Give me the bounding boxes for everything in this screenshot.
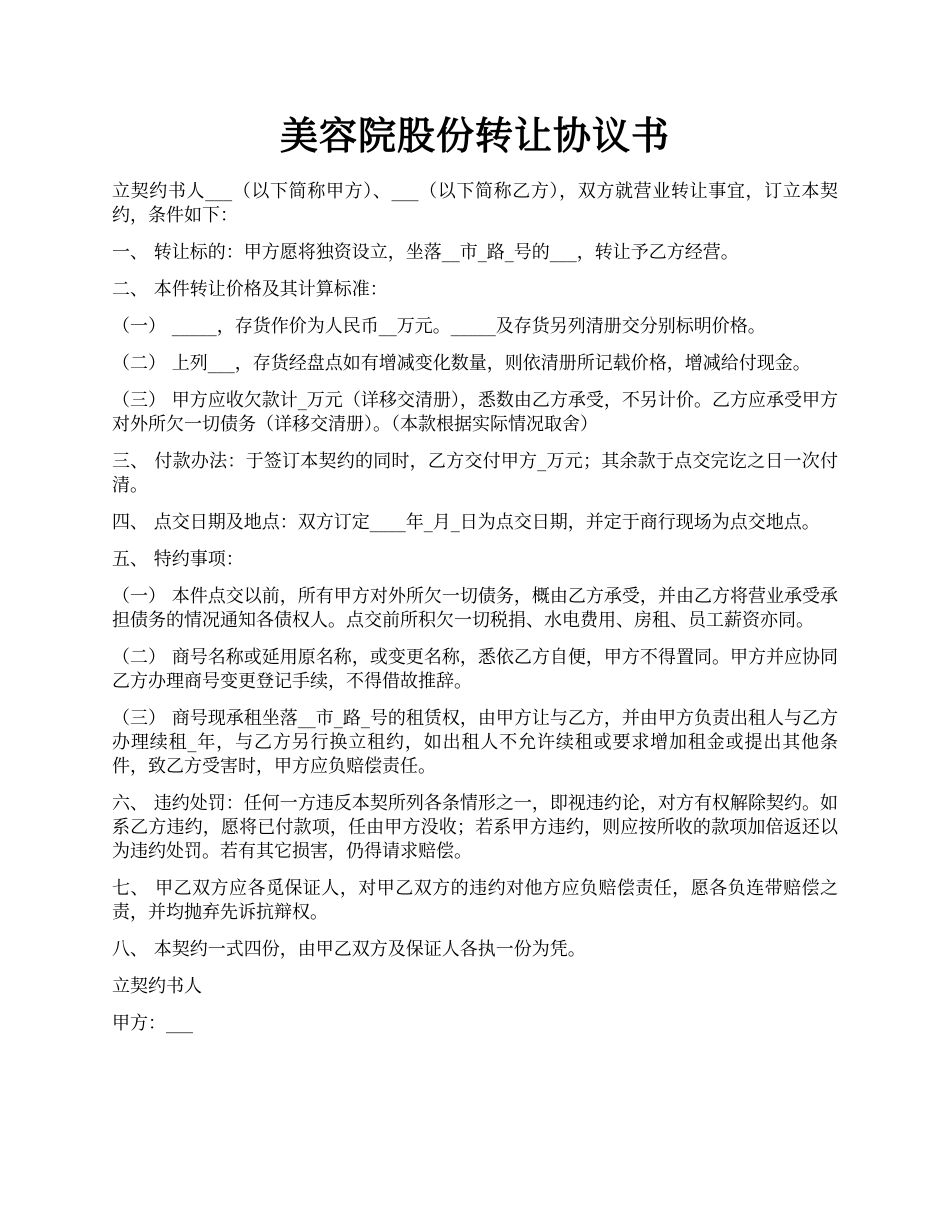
clause-1-transfer-subject: 一、 转让标的：甲方愿将独资设立，坐落__市_路_号的___，转让予乙方经营。 bbox=[112, 242, 739, 263]
clause-5-heading: 五、 特约事项： bbox=[112, 549, 244, 570]
clause-2-item-2: （二） 上列___，存货经盘点如有增减变化数量，则依清册所记载价格，增减给付现金。 bbox=[112, 353, 811, 374]
clause-4-handover-date: 四、 点交日期及地点：双方订定____年_月_日为点交日期，并定于商行现场为点交地点。 bbox=[112, 512, 820, 533]
clause-3-payment: 三、 付款办法：于签订本契约的同时，乙方交付甲方_万元；其余款于点交完讫之日一次付清。 bbox=[112, 451, 838, 496]
clause-8-copies: 八、 本契约一式四份，由甲乙双方及保证人各执一份为凭。 bbox=[112, 939, 586, 960]
clause-7-guarantors: 七、 甲乙双方应各觅保证人，对甲乙双方的违约对他方应负赔偿责任，愿各负连带赔偿之责，并均抛弃先诉抗辩权。 bbox=[112, 878, 838, 923]
intro-paragraph: 立契约书人___（以下简称甲方）、___（以下简称乙方），双方就营业转让事宜，订立本契约，条件如下： bbox=[112, 181, 838, 226]
clause-5-item-3: （三） 商号现承租坐落__市_路_号的租赁权，由甲方让与乙方，并由甲方负责出租人与乙方办理续租_年，与乙方另行换立租约，如出租人不允许续租或要求增加租金或提出其他条件，致乙方受害时，甲方应负赔偿责任。 bbox=[112, 708, 838, 777]
clause-2-item-1: （一） _____，存货作价为人民币__万元。_____及存货另列清册交分别标明价格。 bbox=[112, 316, 766, 337]
party-a-signature-line: 甲方：___ bbox=[112, 1013, 193, 1034]
clause-2-heading: 二、 本件转让价格及其计算标准： bbox=[112, 279, 388, 300]
document-title: 美容院股份转让协议书 bbox=[279, 113, 670, 158]
clause-6-breach: 六、 违约处罚：任何一方违反本契所列各条情形之一，即视违约论，对方有权解除契约。如系乙方违约，愿将已付款项，任由甲方没收；若系甲方违约，则应按所收的款项加倍返还以为违约处罚。若有其它损害，仍得请求赔偿。 bbox=[112, 793, 838, 862]
clause-5-item-2: （二） 商号名称或延用原名称，或变更名称，悉依乙方自便，甲方不得置同。甲方并应协同乙方办理商号变更登记手续，不得借故推辞。 bbox=[112, 647, 838, 692]
clause-5-item-1: （一） 本件点交以前，所有甲方对外所欠一切债务，概由乙方承受，并由乙方将营业承受承担债务的情况通知各债权人。点交前所积欠一切税捐、水电费用、房租、员工薪资亦同。 bbox=[112, 586, 838, 631]
clause-2-item-3: （三） 甲方应收欠款计_万元（详移交清册），悉数由乙方承受，不另计价。乙方应承受甲方对外所欠一切债务（详移交清册）。（本款根据实际情况取舍） bbox=[112, 390, 838, 435]
document-body bbox=[112, 180, 838, 1036]
signatory-label: 立契约书人 bbox=[112, 976, 202, 997]
